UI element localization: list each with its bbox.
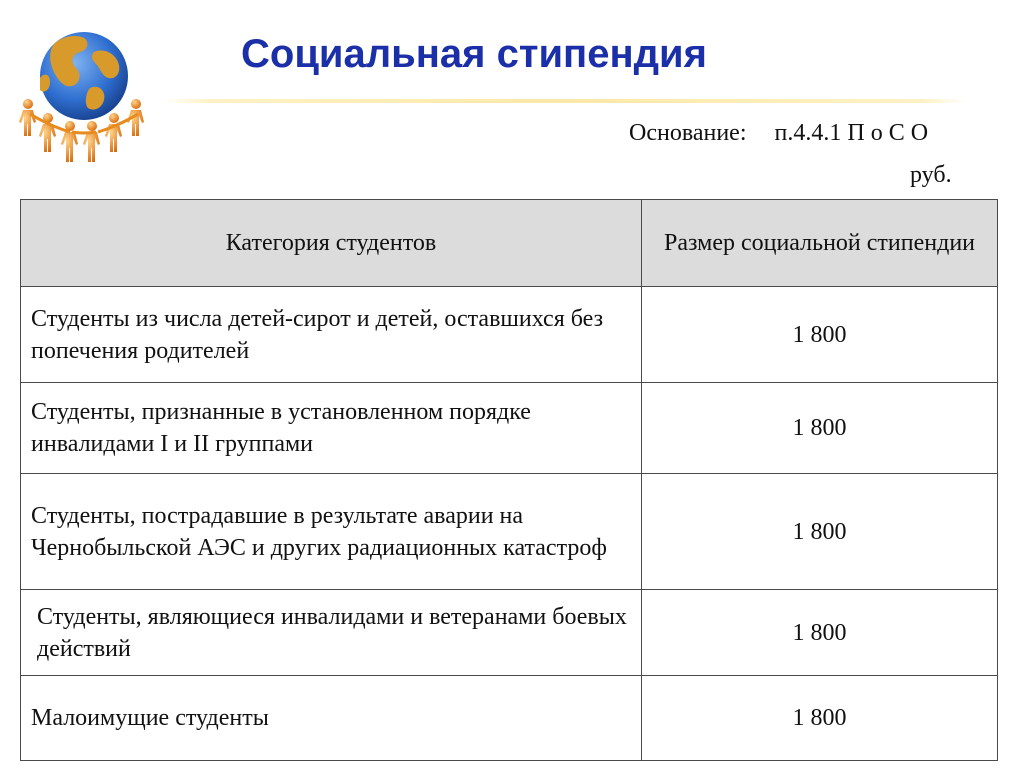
table-row xyxy=(21,590,998,676)
table-row xyxy=(21,287,998,383)
category-cell: Студенты из числа детей-сирот и детей, оставшихся без попечения родителей xyxy=(21,287,642,383)
currency-unit: руб. xyxy=(910,162,952,188)
basis-value: п.4.4.1 П о С О xyxy=(774,120,929,146)
title-divider xyxy=(162,99,968,103)
amount-cell: 1 800 xyxy=(642,383,998,474)
amount-cell: 1 800 xyxy=(642,590,998,676)
category-cell: Студенты, являющиеся инвалидами и ветеранами боевых действий xyxy=(21,590,642,676)
page-title: Социальная стипендия xyxy=(241,32,707,76)
table-row xyxy=(21,383,998,474)
category-cell: Малоимущие студенты xyxy=(21,676,642,761)
amount-cell: 1 800 xyxy=(642,676,998,761)
basis-label: Основание: xyxy=(629,120,747,146)
amount-cell: 1 800 xyxy=(642,474,998,590)
header-category: Категория студентов xyxy=(21,200,642,287)
basis-line xyxy=(629,120,928,147)
header-amount: Размер социальной стипендии xyxy=(642,200,998,287)
category-cell: Студенты, признанные в установленном порядке инвалидами I и II группами xyxy=(21,383,642,474)
amount-cell: 1 800 xyxy=(642,287,998,383)
category-cell: Студенты, пострадавшие в результате аварии на Чернобыльской АЭС и других радиационных катастроф xyxy=(21,474,642,590)
table-row xyxy=(21,676,998,761)
table-row xyxy=(21,474,998,590)
table-header-row xyxy=(21,200,998,287)
stipend-table xyxy=(20,199,998,761)
globe-people-icon xyxy=(10,22,158,182)
